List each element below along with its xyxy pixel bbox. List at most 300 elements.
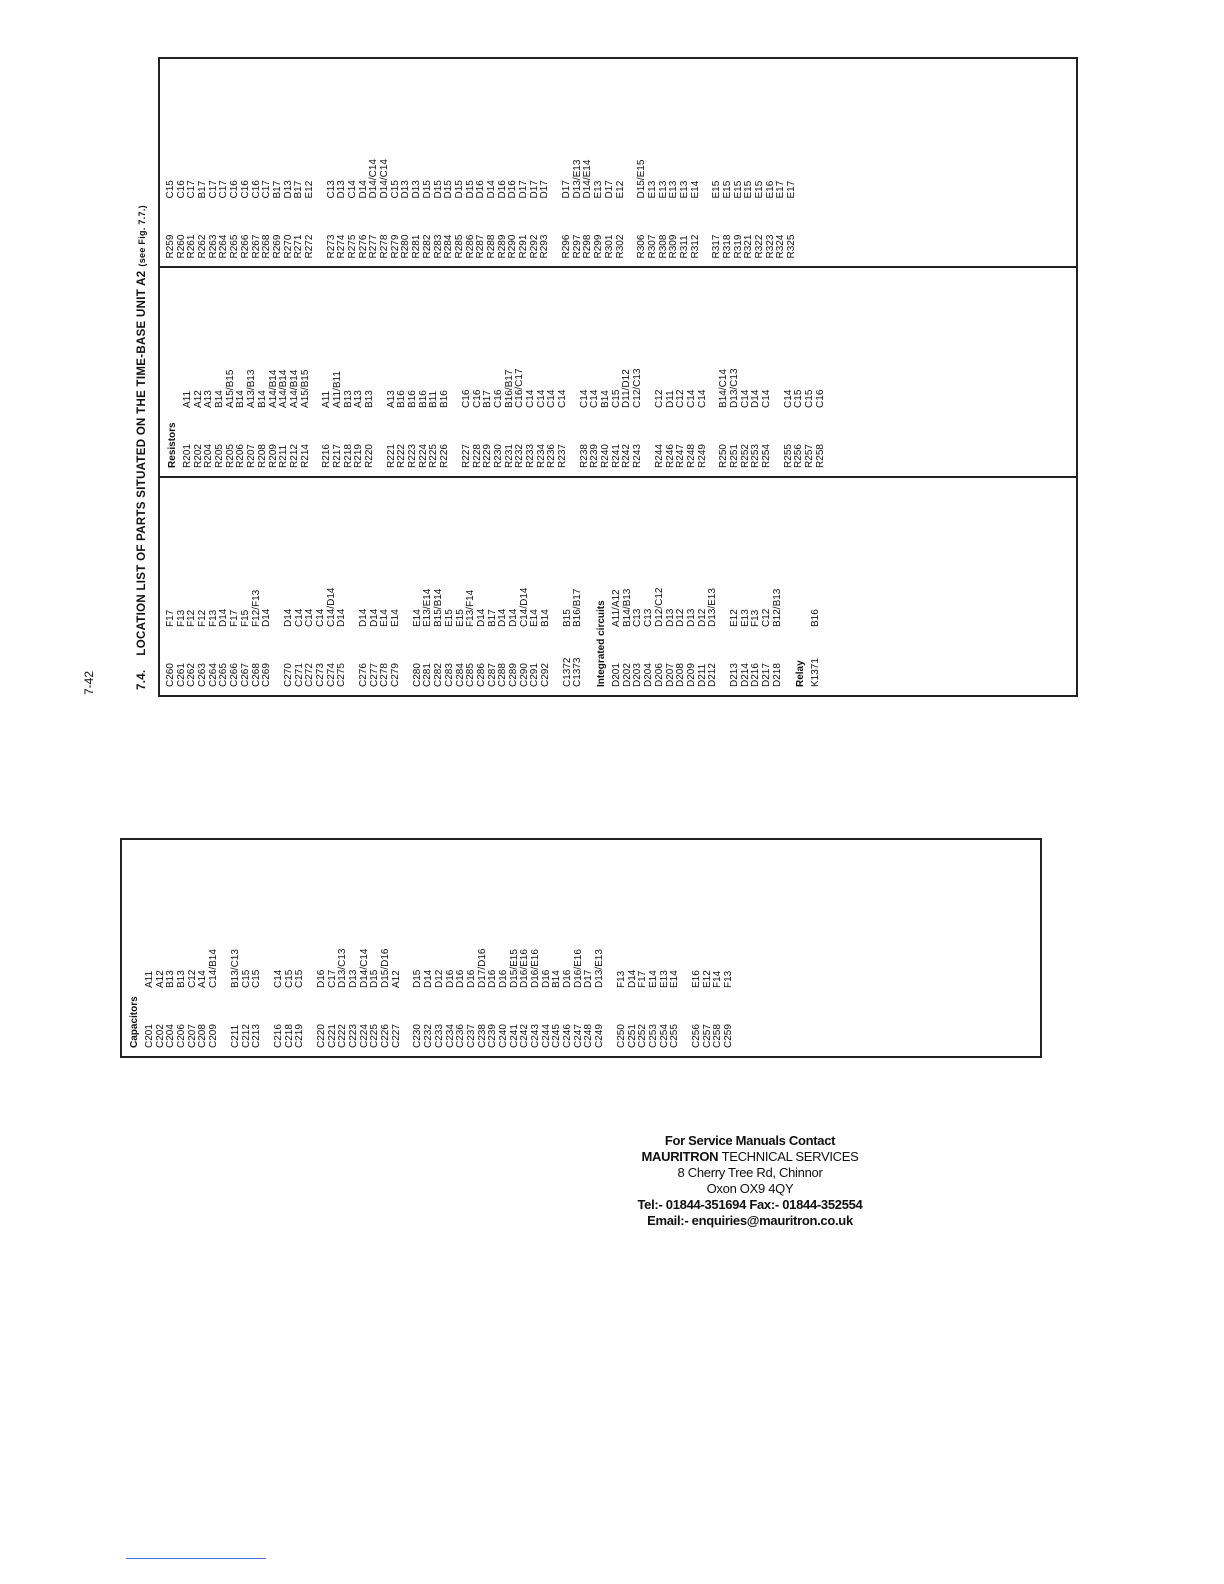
part-reference: R282 — [421, 234, 433, 259]
company-name: MAURITRON — [641, 1149, 719, 1164]
part-row — [520, 486, 531, 687]
part-row — [509, 486, 520, 687]
part-reference: R255 — [782, 444, 794, 468]
part-location: D13 — [411, 180, 423, 199]
part-row — [327, 67, 338, 258]
part-reference: R239 — [589, 444, 601, 468]
part-reference: C268 — [250, 663, 262, 687]
contact-line-1: For Service Manuals Contact — [664, 1133, 836, 1148]
part-row — [392, 848, 403, 1048]
part-row — [805, 276, 816, 467]
part-location: B14 — [540, 609, 551, 627]
part-location: D14 — [261, 608, 273, 627]
part-row — [594, 67, 605, 258]
part-reference: R312 — [689, 234, 701, 259]
part-reference: C237 — [465, 1024, 477, 1048]
part-location: E12 — [614, 180, 626, 199]
part-reference: R232 — [514, 444, 526, 468]
part-reference: C236 — [455, 1024, 467, 1048]
part-row — [423, 67, 434, 258]
part-row — [381, 848, 392, 1048]
part-row — [327, 486, 338, 687]
part-row — [776, 67, 787, 258]
part-row — [295, 848, 306, 1048]
part-location: C17 — [261, 180, 273, 199]
part-row — [467, 848, 478, 1048]
part-row — [166, 848, 177, 1048]
group-heading: Relay — [795, 660, 807, 687]
part-location: F14 — [712, 970, 724, 988]
part-row — [660, 848, 671, 1048]
part-location: C13 — [632, 608, 644, 627]
part-reference: D206 — [653, 663, 665, 687]
part-group — [562, 67, 626, 258]
part-location: B17 — [486, 609, 498, 627]
part-reference: C244 — [540, 1024, 552, 1048]
part-reference: C286 — [475, 663, 487, 687]
part-reference: R269 — [271, 234, 283, 259]
part-location: C17 — [207, 180, 219, 199]
part-row — [230, 67, 241, 258]
part-location: C16 — [460, 389, 472, 408]
part-location: C14 — [524, 389, 536, 408]
part-row — [166, 67, 177, 258]
part-row — [166, 486, 177, 687]
part-location: D16 — [496, 180, 508, 199]
part-reference: R241 — [610, 444, 622, 468]
part-reference: R323 — [764, 234, 776, 259]
part-reference: R218 — [342, 444, 354, 468]
part-reference: D202 — [621, 663, 633, 687]
part-location: B14 — [600, 390, 612, 408]
part-reference: R296 — [561, 234, 573, 259]
part-location: D12/C12 — [653, 587, 665, 627]
part-row — [515, 276, 526, 467]
part-row — [730, 276, 741, 467]
part-row — [294, 67, 305, 258]
part-row — [712, 67, 723, 258]
part-row — [563, 848, 574, 1048]
part-location: D16 — [465, 969, 477, 988]
part-row — [816, 276, 827, 467]
contact-block — [600, 1133, 900, 1229]
part-reference: R289 — [496, 234, 508, 259]
part-reference: R209 — [267, 444, 279, 468]
part-reference: C230 — [412, 1024, 424, 1048]
part-location: D13 — [282, 180, 294, 199]
part-row — [434, 67, 445, 258]
part-row — [156, 848, 167, 1048]
part-row — [531, 848, 542, 1048]
part-reference: C263 — [197, 663, 209, 687]
part-location: D12 — [433, 969, 445, 988]
part-reference: C272 — [304, 663, 316, 687]
part-reference: R205 — [214, 444, 226, 468]
part-location: B14 — [256, 390, 268, 408]
part-location: E15 — [711, 180, 723, 199]
part-group — [145, 848, 220, 1048]
part-location: E12 — [701, 970, 713, 988]
part-location: A12 — [390, 970, 402, 988]
part-reference: C284 — [454, 663, 466, 687]
part-location: D14/C14 — [379, 159, 391, 199]
part-location: B12/B13 — [771, 588, 783, 627]
part-location: D17 — [528, 180, 540, 199]
part-location: D13 — [664, 608, 676, 627]
part-reference: R322 — [754, 234, 766, 259]
part-location: D14 — [357, 180, 369, 199]
part-location: A13 — [353, 390, 365, 408]
part-location: E13 — [658, 970, 670, 988]
section-figure-reference: (see Fig. 7.7.) — [137, 205, 147, 267]
part-location: C15 — [610, 389, 622, 408]
part-location: B16 — [396, 390, 408, 408]
part-location: A11/A12 — [611, 589, 623, 627]
part-reference: C1372 — [561, 657, 573, 687]
part-reference: C201 — [144, 1024, 155, 1048]
part-reference: C222 — [337, 1024, 349, 1048]
part-location: B14 — [214, 390, 226, 408]
part-reference: D209 — [685, 663, 697, 687]
part-location: C14 — [578, 389, 590, 408]
part-reference: R222 — [396, 444, 408, 468]
part-row — [262, 486, 273, 687]
part-row — [401, 67, 412, 258]
part-row — [601, 276, 612, 467]
part-location: A14/B14 — [288, 369, 300, 408]
part-row — [231, 848, 242, 1048]
part-row — [258, 276, 269, 467]
part-row — [466, 486, 477, 687]
part-location: E17 — [786, 180, 798, 199]
part-row — [455, 67, 466, 258]
part-row — [226, 276, 237, 467]
part-row — [498, 486, 509, 687]
part-reference: C248 — [583, 1024, 595, 1048]
part-location: B15/B14 — [433, 588, 445, 627]
part-reference: C207 — [186, 1024, 198, 1048]
part-location: E12 — [303, 180, 315, 199]
part-reference: R216 — [321, 444, 333, 468]
part-reference: C274 — [325, 663, 337, 687]
part-row — [317, 848, 328, 1048]
part-reference: C213 — [251, 1024, 263, 1048]
part-row — [655, 276, 666, 467]
part-row — [499, 848, 510, 1048]
part-row — [541, 486, 552, 687]
part-location: E16 — [764, 180, 776, 199]
part-location: D13/C13 — [728, 368, 740, 408]
part-reference: R266 — [239, 234, 251, 259]
part-location: A15/B15 — [299, 369, 311, 408]
part-reference: C219 — [294, 1024, 306, 1048]
part-row — [473, 276, 484, 467]
page-number: 7-42 — [82, 670, 96, 695]
part-row — [670, 848, 681, 1048]
group-heading: Resistors — [167, 422, 178, 468]
part-location: C14/B14 — [208, 949, 220, 988]
part-reference: R259 — [165, 234, 176, 259]
part-location: B13/C13 — [229, 949, 241, 988]
part-row — [262, 67, 273, 258]
part-location: E13/E14 — [422, 588, 434, 627]
part-row — [337, 486, 348, 687]
part-location: D13/E13 — [594, 949, 606, 988]
part-location: C14 — [739, 389, 751, 408]
part-row — [669, 67, 680, 258]
part-location: B14/B13 — [621, 588, 633, 627]
part-location: B11 — [428, 390, 440, 408]
part-location: D13/C13 — [337, 948, 349, 988]
part-reference: C287 — [486, 663, 498, 687]
part-location: C12 — [653, 389, 665, 408]
part-reference: D208 — [675, 663, 687, 687]
part-reference: R247 — [675, 444, 687, 468]
part-reference: R234 — [535, 444, 547, 468]
part-row — [194, 276, 205, 467]
table-column — [160, 268, 1076, 477]
part-row — [354, 276, 365, 467]
part-row — [542, 848, 553, 1048]
part-row — [730, 486, 741, 687]
part-reference: C227 — [390, 1024, 402, 1048]
part-reference: D211 — [696, 663, 708, 687]
part-location: C14 — [293, 608, 305, 627]
part-row — [478, 848, 489, 1048]
part-location: F13 — [750, 609, 762, 627]
part-location: C14 — [272, 969, 284, 988]
part-location: C14 — [589, 389, 601, 408]
part-location: E13 — [646, 180, 658, 199]
part-location: B16 — [439, 390, 451, 408]
part-reference: R271 — [293, 234, 305, 259]
part-group — [231, 848, 263, 1048]
part-row — [519, 67, 530, 258]
part-row — [391, 486, 402, 687]
part-location: C15 — [793, 389, 805, 408]
part-reference: D216 — [750, 663, 762, 687]
part-row — [676, 276, 687, 467]
part-row — [590, 276, 601, 467]
part-row — [744, 67, 755, 258]
part-reference: C258 — [712, 1024, 724, 1048]
part-location: F13 — [207, 609, 219, 627]
part-row — [219, 67, 230, 258]
part-reference: R285 — [453, 234, 465, 259]
part-row — [784, 276, 795, 467]
part-row — [183, 276, 194, 467]
part-reference: R242 — [621, 444, 633, 468]
part-reference: R278 — [379, 234, 391, 259]
part-location: F13 — [175, 609, 187, 627]
part-group — [784, 276, 827, 467]
part-row — [558, 276, 569, 467]
part-reference: R279 — [389, 234, 401, 259]
part-group — [462, 276, 569, 467]
part-reference: R219 — [353, 444, 365, 468]
part-reference: C280 — [411, 663, 423, 687]
part-location: D13 — [400, 180, 412, 199]
part-row — [633, 276, 644, 467]
part-location: B13 — [165, 970, 177, 988]
part-reference: C249 — [594, 1024, 606, 1048]
part-location: A12 — [192, 390, 204, 408]
part-location: E12 — [728, 609, 740, 627]
part-row — [413, 848, 424, 1048]
part-reference: R265 — [229, 234, 241, 259]
part-reference: R286 — [464, 234, 476, 259]
part-group — [794, 486, 822, 687]
part-row — [333, 276, 344, 467]
part-reference: R260 — [175, 234, 187, 259]
part-reference: R288 — [485, 234, 497, 259]
part-location: E15 — [754, 180, 766, 199]
part-reference: R274 — [336, 234, 348, 259]
part-reference: C288 — [497, 663, 509, 687]
part-reference: R321 — [743, 234, 755, 259]
part-location: E15 — [443, 609, 455, 627]
part-row — [198, 67, 209, 258]
part-row — [741, 276, 752, 467]
scan-artifact-line — [126, 1558, 266, 1559]
part-reference: C239 — [487, 1024, 499, 1048]
part-reference: C277 — [368, 663, 380, 687]
part-reference: R230 — [492, 444, 504, 468]
part-location: E17 — [775, 180, 787, 199]
part-location: D16 — [562, 969, 574, 988]
part-location: C17 — [326, 969, 338, 988]
part-location: A12 — [154, 970, 166, 988]
part-group — [692, 848, 735, 1048]
part-location: C16 — [814, 389, 826, 408]
part-reference: R211 — [278, 444, 290, 468]
part-location: A14 — [197, 970, 209, 988]
part-location: B17 — [271, 180, 283, 199]
part-reference: C281 — [422, 663, 434, 687]
part-row — [204, 276, 215, 467]
part-row — [773, 486, 784, 687]
part-reference: R231 — [503, 444, 515, 468]
company-suffix: TECHNICAL SERVICES — [721, 1149, 859, 1164]
part-location: D15 — [453, 180, 465, 199]
part-row — [305, 486, 316, 687]
part-reference: R223 — [407, 444, 419, 468]
part-reference: R307 — [646, 234, 658, 259]
part-row — [198, 486, 209, 687]
part-reference: C291 — [529, 663, 541, 687]
part-row — [655, 486, 666, 687]
part-row — [337, 67, 348, 258]
part-location: D14 — [475, 608, 487, 627]
part-location: E15 — [732, 180, 744, 199]
part-reference: R257 — [804, 444, 816, 468]
part-location: D11 — [664, 390, 676, 408]
part-row — [445, 486, 456, 687]
part-location: D13 — [685, 608, 697, 627]
part-reference: R261 — [186, 234, 198, 259]
part-row — [530, 486, 541, 687]
part-reference: C220 — [315, 1024, 327, 1048]
part-reference: R298 — [582, 234, 594, 259]
part-row — [435, 848, 446, 1048]
part-row — [456, 486, 467, 687]
part-reference: C282 — [433, 663, 445, 687]
part-row — [370, 486, 381, 687]
part-reference: C242 — [519, 1024, 531, 1048]
part-location: D15/E15 — [636, 159, 648, 199]
part-row — [687, 276, 698, 467]
part-reference: C232 — [423, 1024, 435, 1048]
table-column — [160, 59, 1076, 268]
part-reference: R299 — [593, 234, 605, 259]
part-location: A13 — [203, 390, 215, 408]
part-location: E15 — [743, 180, 755, 199]
part-row — [391, 67, 402, 258]
part-reference: R264 — [218, 234, 230, 259]
part-location: D14 — [218, 608, 230, 627]
part-reference: R220 — [364, 444, 375, 468]
part-row — [583, 67, 594, 258]
part-reference: D203 — [632, 663, 644, 687]
part-location: D15 — [412, 969, 424, 988]
part-row — [494, 276, 505, 467]
part-row — [344, 276, 355, 467]
part-location: D12 — [696, 608, 708, 627]
part-reference: C247 — [572, 1024, 584, 1048]
part-row — [273, 67, 284, 258]
part-location: C15 — [389, 180, 401, 199]
part-reference: C255 — [669, 1024, 681, 1048]
part-location: C15 — [294, 969, 306, 988]
part-group — [580, 276, 644, 467]
part-row — [676, 486, 687, 687]
part-reference: D214 — [739, 663, 751, 687]
part-location: E14 — [390, 609, 402, 627]
part-reference: R227 — [460, 444, 472, 468]
part-row — [787, 67, 798, 258]
contact-address-line-1: 8 Cherry Tree Rd, Chinnor — [677, 1165, 823, 1180]
part-row — [187, 67, 198, 258]
part-location: C14 — [546, 389, 558, 408]
part-row — [177, 486, 188, 687]
part-location: C15 — [283, 969, 295, 988]
part-group — [317, 848, 403, 1048]
part-location: C14 — [761, 389, 772, 408]
part-row — [530, 67, 541, 258]
part-row — [187, 486, 198, 687]
part-reference: R205 — [224, 444, 236, 468]
part-location: C15 — [251, 969, 263, 988]
part-reference: C252 — [637, 1024, 649, 1048]
part-location: C16 — [250, 180, 262, 199]
part-reference: R319 — [732, 234, 744, 259]
part-location: D16 — [455, 969, 467, 988]
part-reference: R272 — [303, 234, 315, 259]
part-row — [488, 486, 499, 687]
part-row — [811, 486, 822, 687]
part-group — [413, 486, 552, 687]
part-location: D15 — [369, 969, 381, 988]
part-location: C15 — [240, 969, 252, 988]
part-location: D16/E16 — [572, 949, 584, 988]
part-row — [348, 67, 359, 258]
part-reference: R248 — [685, 444, 697, 468]
part-location: D15/E15 — [508, 949, 520, 988]
part-row — [252, 486, 263, 687]
part-reference: R273 — [325, 234, 337, 259]
part-reference: R252 — [739, 444, 751, 468]
contact-address-line-2: Oxon OX9 4QY — [706, 1181, 794, 1196]
